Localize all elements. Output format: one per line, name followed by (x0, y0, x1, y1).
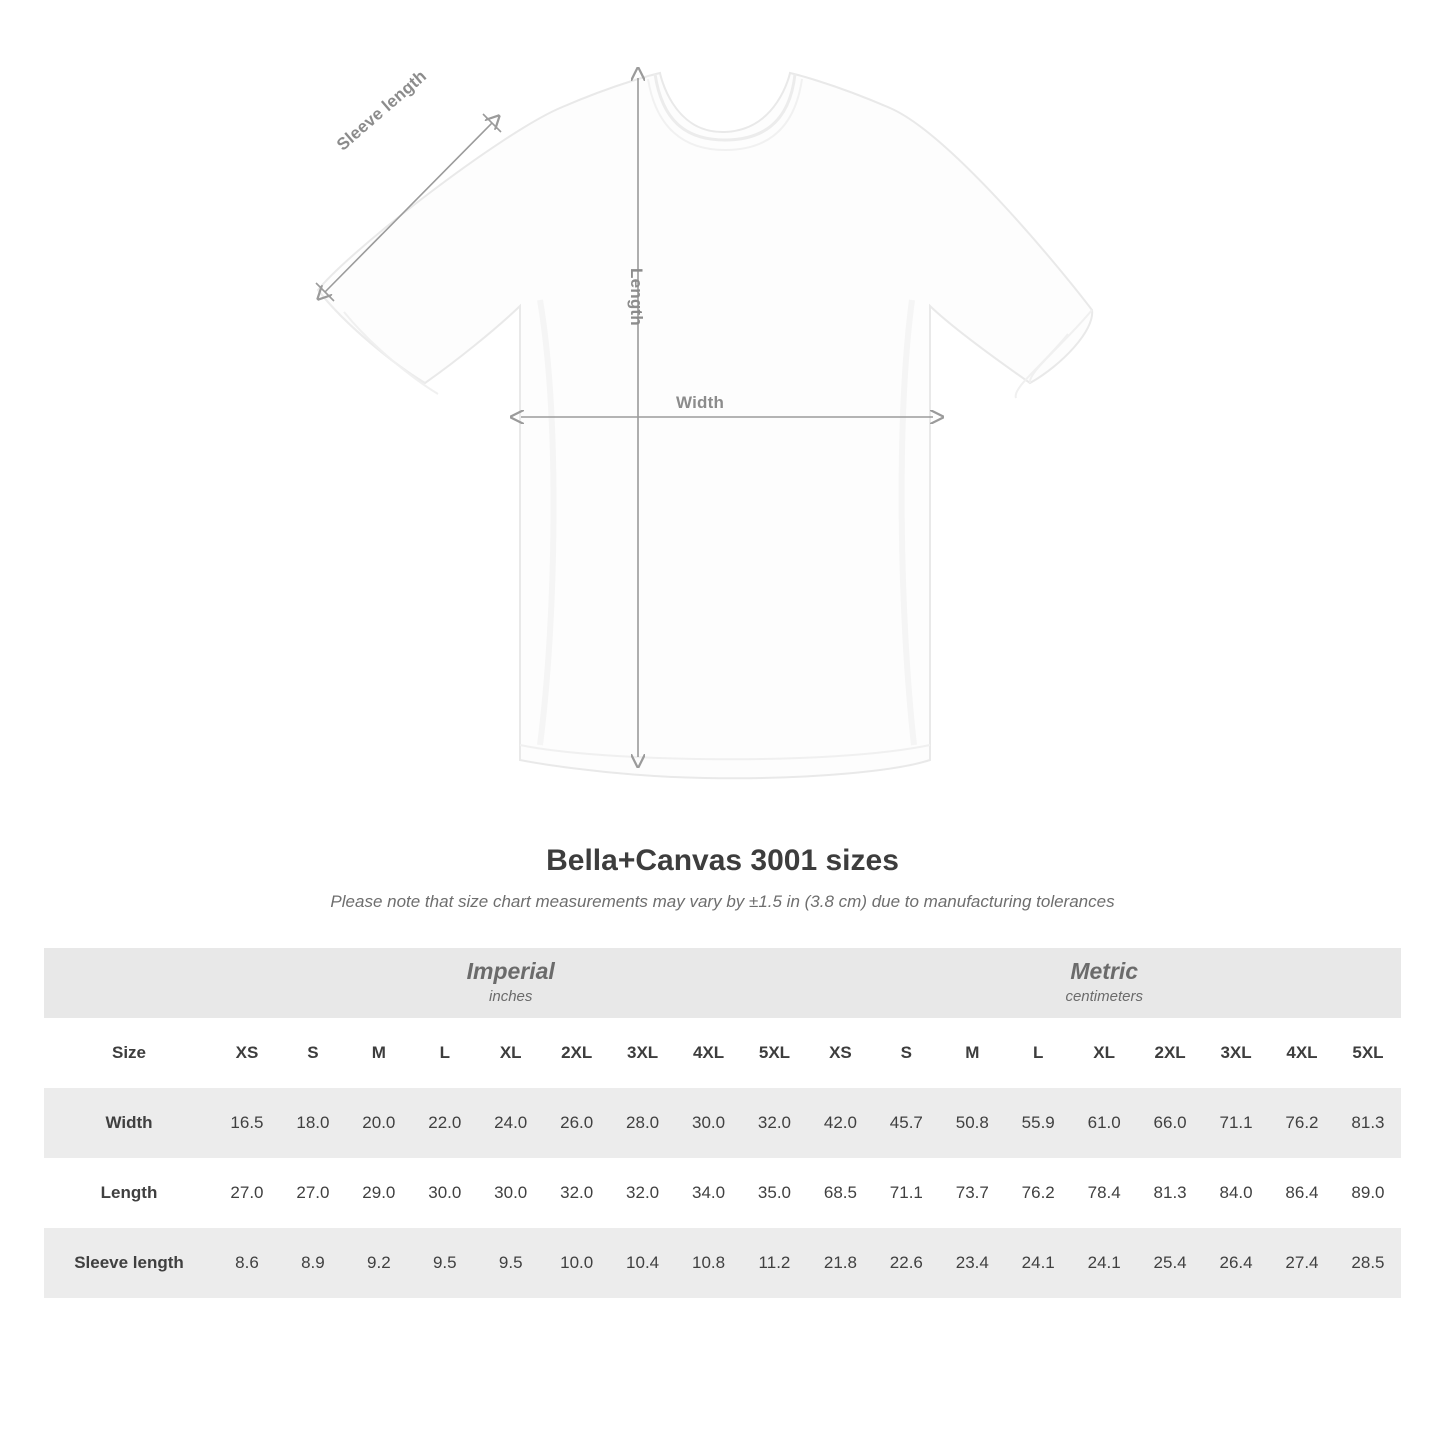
cell-length: 68.5 (807, 1158, 873, 1228)
cell-sleeve: 10.8 (676, 1228, 742, 1298)
cell-length: 89.0 (1335, 1158, 1401, 1228)
size-table-wrap (0, 948, 1445, 1298)
unit-header-row (44, 948, 1401, 1018)
size-header-cell: L (1005, 1018, 1071, 1088)
cell-sleeve: 9.5 (412, 1228, 478, 1298)
cell-length: 73.7 (939, 1158, 1005, 1228)
cell-width: 81.3 (1335, 1088, 1401, 1158)
cell-length: 84.0 (1203, 1158, 1269, 1228)
width-label: Width (676, 393, 725, 412)
cell-width: 18.0 (280, 1088, 346, 1158)
unit-header-imperial (214, 948, 807, 1018)
cell-width: 42.0 (807, 1088, 873, 1158)
cell-width: 22.0 (412, 1088, 478, 1158)
size-header-cell: 2XL (1137, 1018, 1203, 1088)
size-header-cell: 4XL (676, 1018, 742, 1088)
cell-sleeve: 24.1 (1005, 1228, 1071, 1298)
tolerance-note: Please note that size chart measurements may vary by ±1.5 in (3.8 cm) due to manufacturing tolerances (330, 892, 1115, 911)
unit-header-metric (807, 948, 1401, 1018)
size-header-cell: M (346, 1018, 412, 1088)
size-header-label: Size (44, 1018, 214, 1088)
cell-width: 66.0 (1137, 1088, 1203, 1158)
cell-length: 32.0 (544, 1158, 610, 1228)
cell-length: 76.2 (1005, 1158, 1071, 1228)
size-header-cell: XL (478, 1018, 544, 1088)
unit-sub-metric: centimeters (1065, 988, 1143, 1006)
cell-length: 34.0 (676, 1158, 742, 1228)
cell-sleeve: 9.2 (346, 1228, 412, 1298)
unit-sub-imperial: inches (489, 988, 533, 1006)
cell-width: 45.7 (873, 1088, 939, 1158)
cell-width: 16.5 (214, 1088, 280, 1158)
size-header-cell: M (939, 1018, 1005, 1088)
row-label-length: Length (44, 1158, 214, 1228)
size-header-cell: 5XL (1335, 1018, 1401, 1088)
cell-length: 29.0 (346, 1158, 412, 1228)
page-title: Bella+Canvas 3001 sizes (546, 844, 899, 877)
cell-width: 28.0 (610, 1088, 676, 1158)
size-header-row (44, 1018, 1401, 1088)
cell-length: 35.0 (742, 1158, 808, 1228)
cell-sleeve: 27.4 (1269, 1228, 1335, 1298)
size-header-cell: 2XL (544, 1018, 610, 1088)
cell-sleeve: 28.5 (1335, 1228, 1401, 1298)
cell-sleeve: 22.6 (873, 1228, 939, 1298)
cell-sleeve: 9.5 (478, 1228, 544, 1298)
cell-sleeve: 8.9 (280, 1228, 346, 1298)
cell-width: 61.0 (1071, 1088, 1137, 1158)
size-table (44, 948, 1401, 1298)
size-header-cell: XL (1071, 1018, 1137, 1088)
size-header-cell: 3XL (610, 1018, 676, 1088)
row-label-sleeve-length: Sleeve length (44, 1228, 214, 1298)
table-row-sleeve-length (44, 1228, 1401, 1298)
row-label-width: Width (44, 1088, 214, 1158)
length-label: Length (627, 268, 646, 326)
cell-sleeve: 21.8 (807, 1228, 873, 1298)
unit-name-imperial: Imperial (466, 957, 555, 984)
size-header-cell: 5XL (742, 1018, 808, 1088)
tshirt-shape (318, 73, 1092, 778)
cell-width: 76.2 (1269, 1088, 1335, 1158)
cell-width: 30.0 (676, 1088, 742, 1158)
cell-width: 71.1 (1203, 1088, 1269, 1158)
cell-length: 30.0 (478, 1158, 544, 1228)
table-row-length (44, 1158, 1401, 1228)
cell-sleeve: 25.4 (1137, 1228, 1203, 1298)
size-header-cell: XS (807, 1018, 873, 1088)
cell-width: 24.0 (478, 1088, 544, 1158)
size-header-cell: S (280, 1018, 346, 1088)
cell-length: 27.0 (280, 1158, 346, 1228)
cell-length: 32.0 (610, 1158, 676, 1228)
cell-sleeve: 23.4 (939, 1228, 1005, 1298)
unit-header-spacer (44, 948, 214, 1018)
cell-sleeve: 10.4 (610, 1228, 676, 1298)
cell-sleeve: 8.6 (214, 1228, 280, 1298)
cell-length: 81.3 (1137, 1158, 1203, 1228)
cell-width: 26.0 (544, 1088, 610, 1158)
unit-name-metric: Metric (1070, 957, 1139, 984)
cell-length: 71.1 (873, 1158, 939, 1228)
size-header-cell: 4XL (1269, 1018, 1335, 1088)
cell-length: 30.0 (412, 1158, 478, 1228)
size-header-cell: S (873, 1018, 939, 1088)
size-header-cell: 3XL (1203, 1018, 1269, 1088)
size-header-cell: L (412, 1018, 478, 1088)
cell-sleeve: 26.4 (1203, 1228, 1269, 1298)
cell-length: 27.0 (214, 1158, 280, 1228)
sleeve-length-label: Sleeve length (333, 66, 431, 155)
size-header-cell: XS (214, 1018, 280, 1088)
cell-width: 32.0 (742, 1088, 808, 1158)
cell-sleeve: 10.0 (544, 1228, 610, 1298)
cell-width: 55.9 (1005, 1088, 1071, 1158)
table-row-width (44, 1088, 1401, 1158)
cell-sleeve: 11.2 (742, 1228, 808, 1298)
cell-width: 20.0 (346, 1088, 412, 1158)
cell-sleeve: 24.1 (1071, 1228, 1137, 1298)
cell-length: 78.4 (1071, 1158, 1137, 1228)
cell-length: 86.4 (1269, 1158, 1335, 1228)
cell-width: 50.8 (939, 1088, 1005, 1158)
